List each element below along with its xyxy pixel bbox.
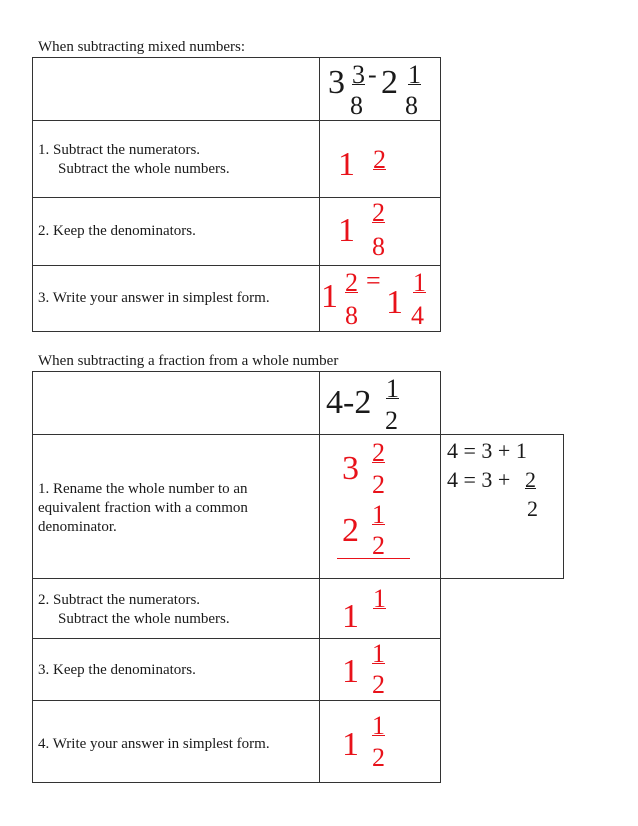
section1-heading: When subtracting mixed numbers: xyxy=(38,39,246,55)
section2-row-divider xyxy=(32,578,441,579)
section1-step1-text: 1. Subtract the numerators. Subtract the whole numbers. xyxy=(38,142,230,177)
section2-row-divider xyxy=(32,700,441,701)
section1-row-divider xyxy=(32,120,441,121)
section2-row-divider xyxy=(32,434,441,435)
subtraction-line xyxy=(337,558,410,559)
section2-heading: When subtracting a fraction from a whole number xyxy=(38,353,339,369)
section2-column-divider xyxy=(319,371,320,783)
section1-step2-text: 2. Keep the denominators. xyxy=(38,223,196,239)
section2-step4-text: 4. Write your answer in simplest form. xyxy=(38,736,270,752)
section2-step3-text: 3. Keep the denominators. xyxy=(38,662,196,678)
section2-step2-text: 2. Subtract the numerators. Subtract the whole numbers. xyxy=(38,592,230,627)
section1-step3-text: 3. Write your answer in simplest form. xyxy=(38,290,270,306)
section2-step1-text: 1. Rename the whole number to an equivalent fraction with a common denominator. xyxy=(38,481,248,535)
section1-column-divider xyxy=(319,57,320,332)
